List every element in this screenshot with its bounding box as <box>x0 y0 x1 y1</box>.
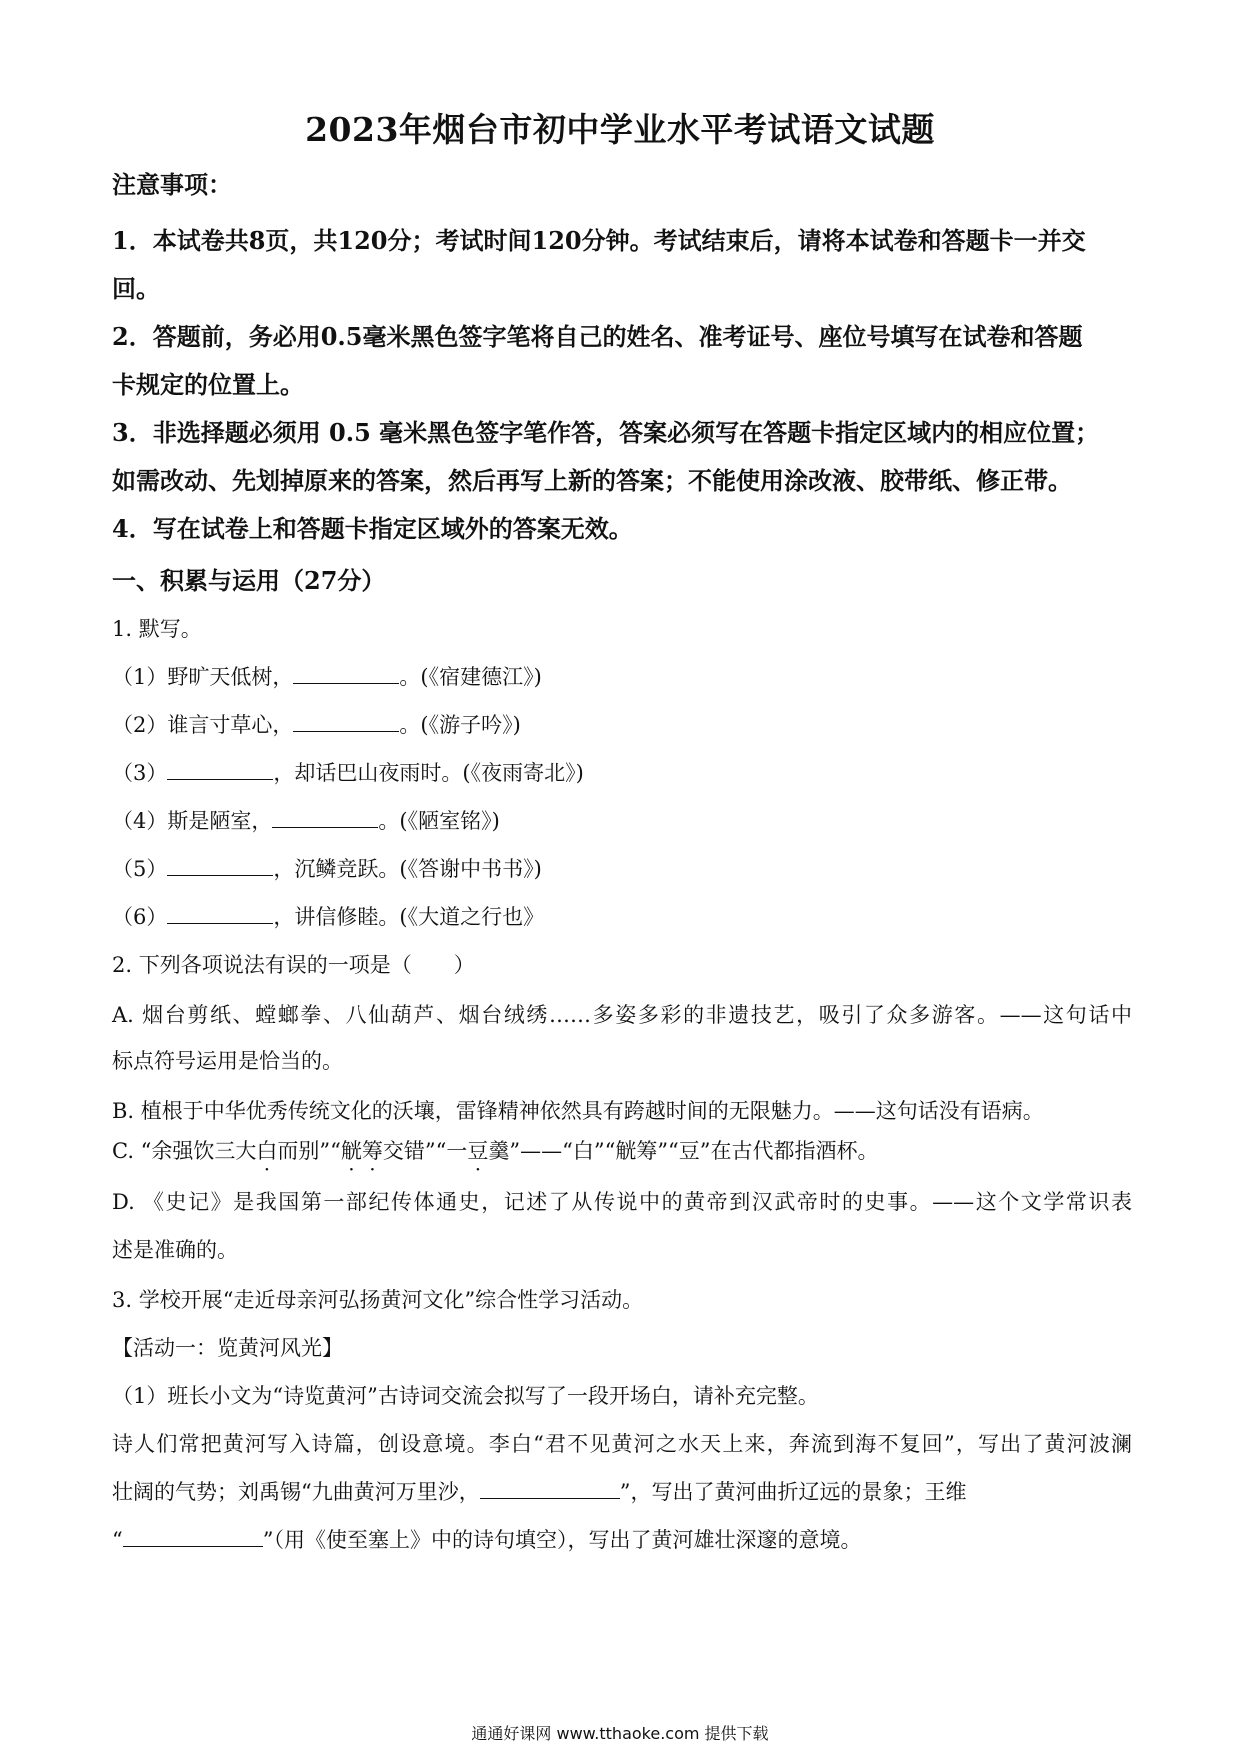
notice-item-1-cont: 回。 <box>112 274 160 303</box>
answer-blank[interactable] <box>293 711 399 732</box>
option-c-text: 羹”——“白”“觥筹”“豆”在古代都指酒杯。 <box>488 1139 879 1163</box>
question-2-option-d-cont: 述是准确的。 <box>112 1238 238 1262</box>
notice-item-4: 4．写在试卷上和答题卡指定区域外的答案无效。 <box>112 514 633 543</box>
item-text: ，却话巴山夜雨时。(《夜雨寄北》) <box>273 761 584 785</box>
paragraph-line-3 <box>112 1524 861 1554</box>
page-title: 2023年烟台市初中学业水平考试语文试题 <box>305 110 935 149</box>
notice-heading: 注意事项： <box>112 170 232 199</box>
item-text: ，讲信修睦。(《大道之行也》 <box>273 905 545 929</box>
item-text: 。(《宿建德江》) <box>399 665 542 689</box>
question-1-item-5 <box>112 853 542 883</box>
page-footer: 通通好课网 www.tthaoke.com 提供下载 <box>471 1724 769 1743</box>
question-1-item-6 <box>112 901 544 931</box>
paragraph-line-1: 诗人们常把黄河写入诗篇，创设意境。李白“君不见黄河之水天上来，奔流到海不复回”，写出了黄河波澜 <box>112 1432 1132 1456</box>
answer-blank[interactable] <box>123 1526 263 1547</box>
question-1-item-1 <box>112 661 542 691</box>
emphasis-char: 白 <box>256 1139 278 1163</box>
question-2-option-d: D. 《史记》是我国第一部纪传体通史，记述了从传说中的黄帝到汉武帝时的史事。——这个文学常识表 <box>112 1190 1132 1214</box>
paragraph-text: ”，写出了黄河曲折辽远的景象；王维 <box>619 1480 967 1504</box>
paragraph-text: ”（用《使至塞上》中的诗句填空），写出了黄河雄壮深邃的意境。 <box>262 1528 862 1552</box>
question-2-option-a-cont: 标点符号运用是恰当的。 <box>112 1049 343 1073</box>
item-text: （5） <box>112 857 168 881</box>
answer-blank[interactable] <box>167 759 273 780</box>
paragraph-line-2 <box>112 1476 966 1506</box>
paragraph-text: 壮阔的气势；刘禹锡“九曲黄河万里沙， <box>112 1480 480 1504</box>
item-text: 。(《游子吟》) <box>399 713 521 737</box>
paragraph-text: “ <box>112 1528 123 1552</box>
question-1-item-2 <box>112 709 521 739</box>
question-2-option-a: A. 烟台剪纸、螳螂拳、八仙葫芦、烟台绒绣……多姿多彩的非遗技艺，吸引了众多游客。——这句话中 <box>112 1003 1132 1027</box>
activity-heading: 【活动一：览黄河风光】 <box>112 1336 343 1360</box>
item-text: （4）斯是陋室， <box>112 809 273 833</box>
emphasis-char: 筹 <box>361 1139 383 1163</box>
option-c-text: 而别”“ <box>277 1139 341 1163</box>
option-c-text: 交错”“一 <box>382 1139 468 1163</box>
question-1-item-3 <box>112 757 584 787</box>
question-1-stem: 1. 默写。 <box>112 617 202 641</box>
notice-item-2: 2．答题前，务必用0.5毫米黑色签字笔将自己的姓名、准考证号、座位号填写在试卷和答题 <box>112 322 1083 351</box>
question-3-stem: 3. 学校开展“走近母亲河弘扬黄河文化”综合性学习活动。 <box>112 1288 644 1312</box>
item-text: （2）谁言寸草心， <box>112 713 294 737</box>
answer-blank[interactable] <box>272 807 378 828</box>
notice-item-3-cont: 如需改动、先划掉原来的答案，然后再写上新的答案；不能使用涂改液、胶带纸、修正带。 <box>112 466 1072 495</box>
item-text: ，沉鳞竞跃。(《答谢中书书》) <box>273 857 542 881</box>
notice-item-1: 1．本试卷共8页，共120分；考试时间120分钟。考试结束后，请将本试卷和答题卡一并交 <box>112 226 1086 255</box>
notice-item-3: 3．非选择题必须用 0.5 毫米黑色签字笔作答，答案必须写在答题卡指定区域内的相应位置； <box>112 418 1100 447</box>
item-text: （3） <box>112 761 168 785</box>
question-1-item-4 <box>112 805 500 835</box>
item-text: （1）野旷天低树， <box>112 665 294 689</box>
question-3-sub-1: （1）班长小文为“诗览黄河”古诗词交流会拟写了一段开场白，请补充完整。 <box>112 1384 819 1408</box>
answer-blank[interactable] <box>167 903 273 924</box>
option-c-text: C. “余强饮三大 <box>112 1139 257 1163</box>
answer-blank[interactable] <box>480 1478 620 1499</box>
section-heading: 一、积累与运用（27分） <box>112 566 386 595</box>
answer-blank[interactable] <box>167 855 273 876</box>
notice-item-2-cont: 卡规定的位置上。 <box>112 370 304 399</box>
emphasis-char: 豆 <box>467 1139 489 1163</box>
question-2-stem: 2. 下列各项说法有误的一项是（ ） <box>112 953 475 977</box>
emphasis-char: 觥 <box>340 1139 362 1163</box>
item-text: （6） <box>112 905 168 929</box>
question-2-option-c <box>112 1135 879 1165</box>
answer-blank[interactable] <box>293 663 399 684</box>
question-2-option-b: B. 植根于中华优秀传统文化的沃壤，雷锋精神依然具有跨越时间的无限魅力。——这句话没有语病。 <box>112 1099 1044 1123</box>
item-text: 。(《陋室铭》) <box>378 809 500 833</box>
